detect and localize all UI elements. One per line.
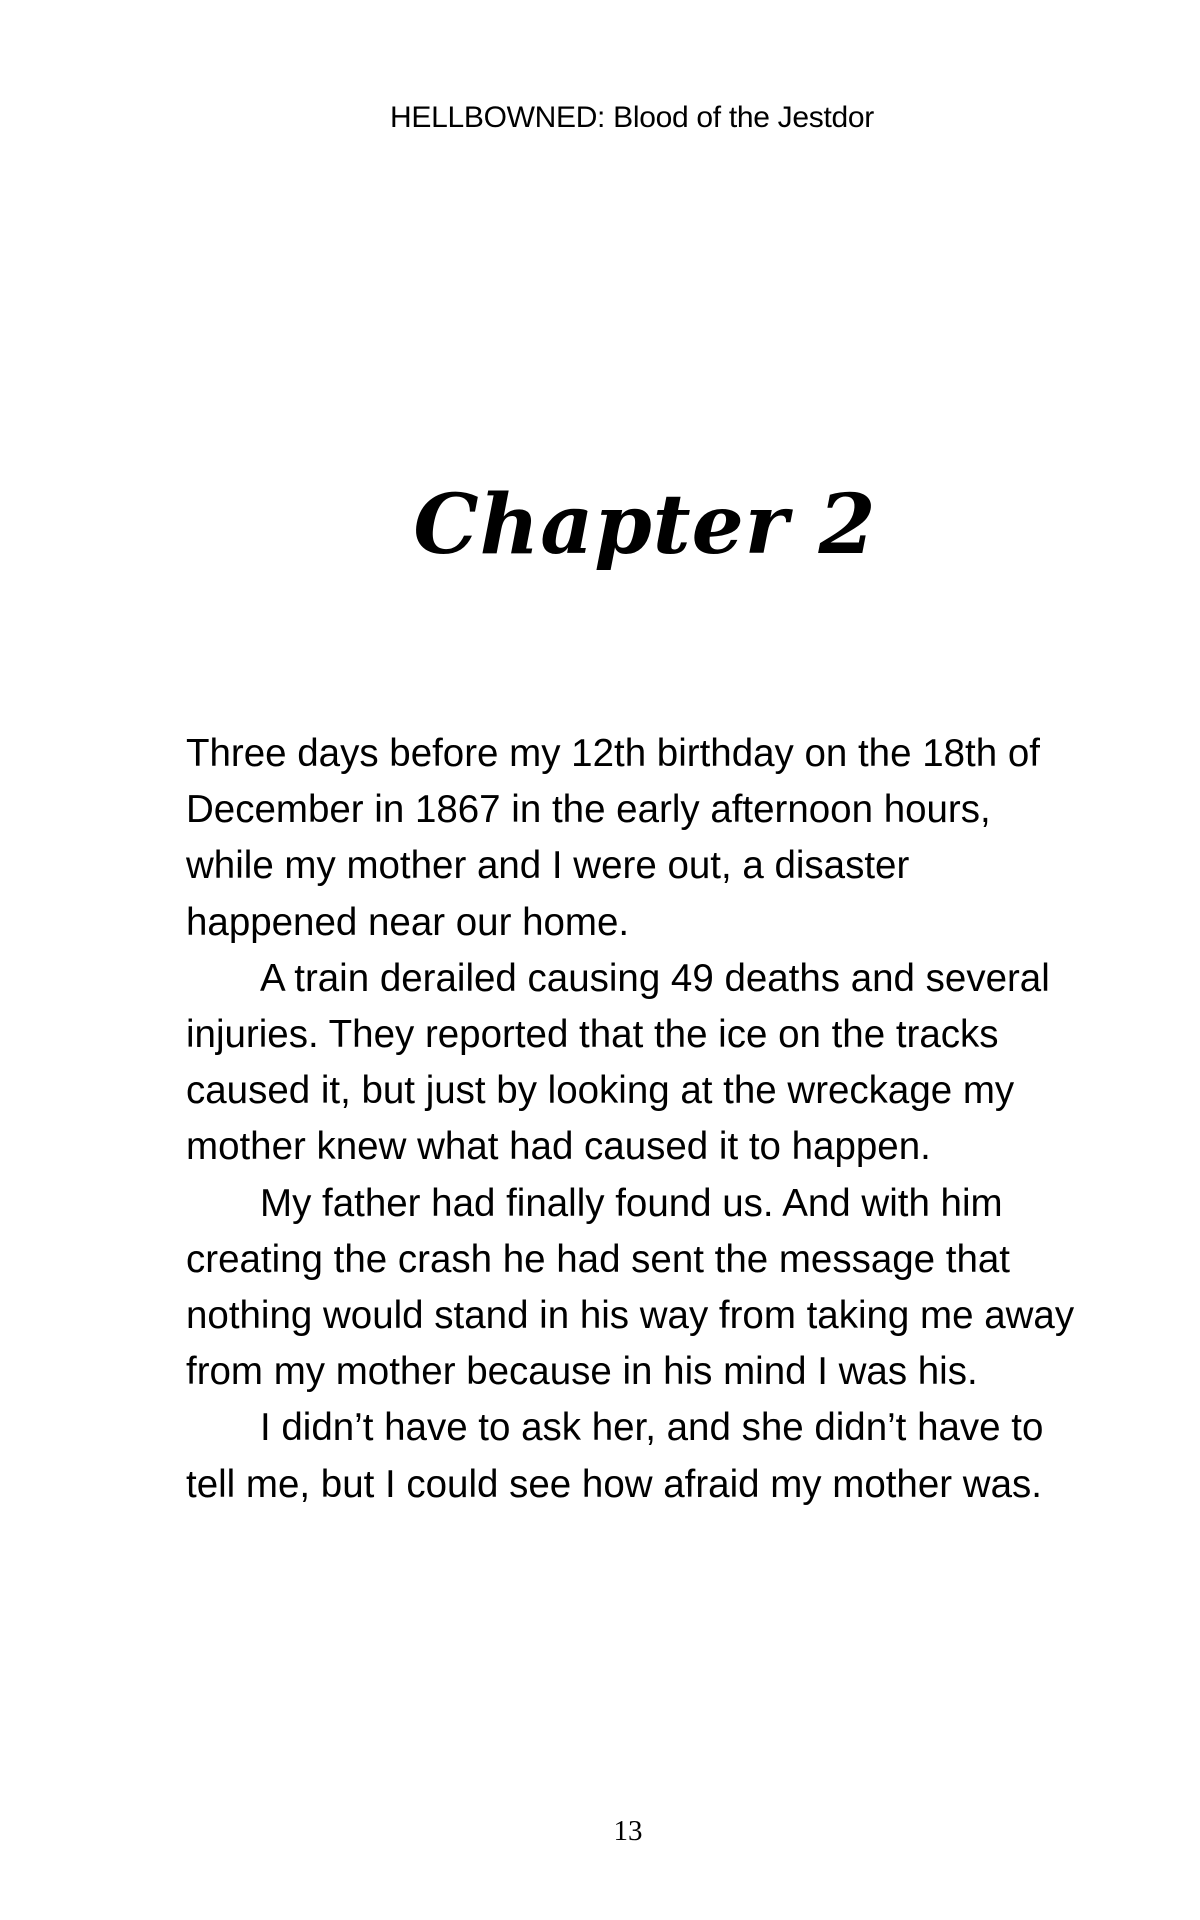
page-number: 13 [613,1815,643,1847]
chapter-body [186,726,1086,1513]
paragraph: I didn’t have to ask her, and she didn’t have to tell me, but I could see how afraid my mother was. [186,1406,1044,1506]
paragraph: My father had finally found us. And with him creating the crash he had sent the message that nothing would stand in his way from taking me away from my mother because in his mind I was his. [186,1181,1075,1394]
paragraph: A train derailed causing 49 deaths and several injuries. They reported that the ice on the tracks caused it, but just by looking at the wreckage my mother knew what had caused it to happen. [186,956,1050,1169]
paragraph: Three days before my 12th birthday on the 18th of December in 1867 in the early afternoon hours, while my mother and I were out, a disaster happened near our home. [186,732,1040,944]
chapter-title: Chapter 2 [413,477,877,573]
running-header: HELLBOWNED: Blood of the Jestdor [390,101,874,134]
